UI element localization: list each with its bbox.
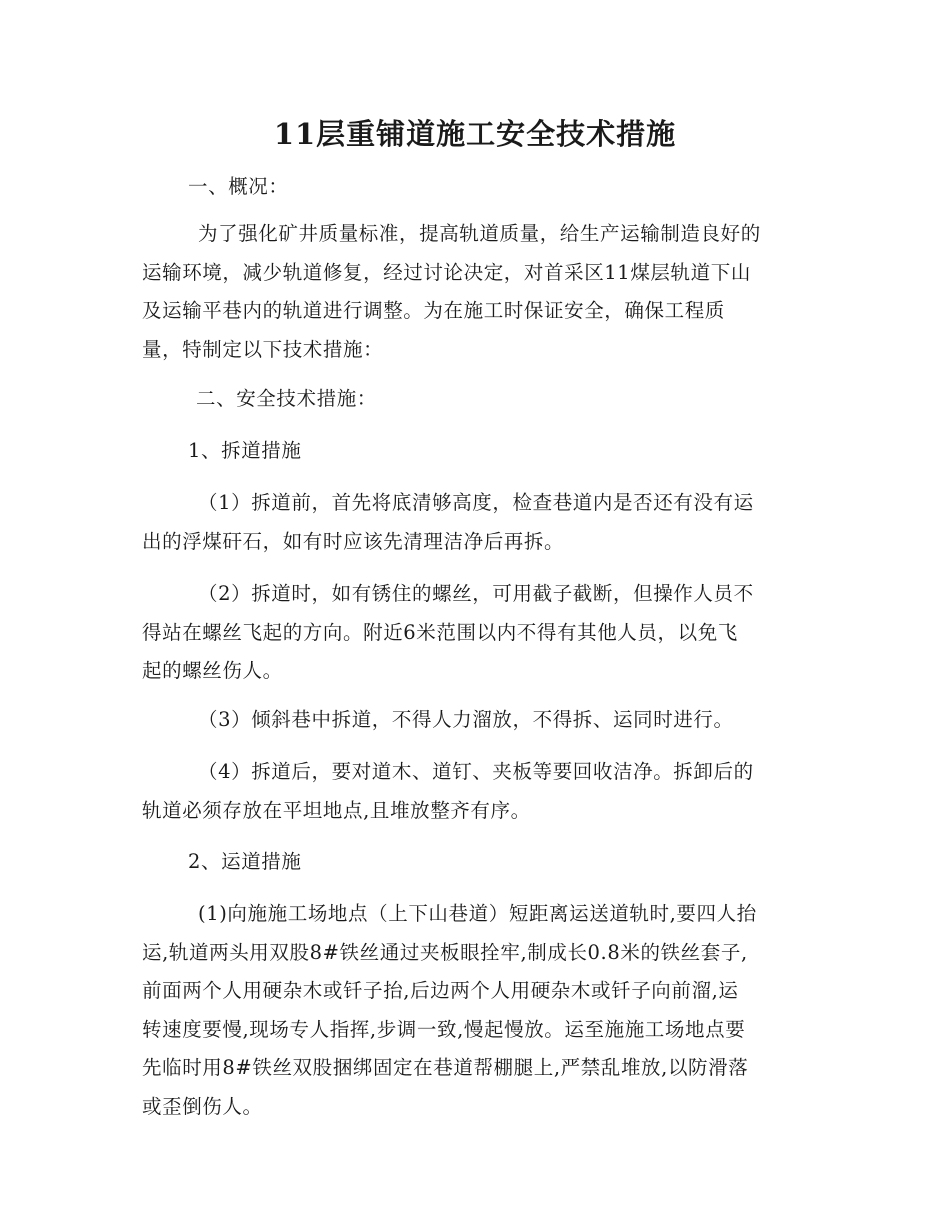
paragraph-line: 量，特制定以下技术措施： (142, 337, 384, 361)
paragraph-line: 为了强化矿井质量标准，提高轨道质量，给生产运输制造良好的 (198, 222, 761, 245)
paragraph-line: 运,轨道两头用双股8#铁丝通过夹板眼拴牢,制成长0.8米的铁丝套子, (142, 940, 748, 964)
document-title: 11层重铺道施工安全技术措施 (273, 117, 677, 151)
dismantling-item-4 (142, 753, 807, 830)
paragraph-line: （4）拆道后，要对道木、道钉、夹板等要回收洁净。拆卸后的 (198, 760, 754, 783)
paragraph-line: 及运输平巷内的轨道进行调整。为在施工时保证安全，确保工程质 (142, 299, 725, 322)
section-heading-overview: 一、概况： (188, 175, 289, 198)
subsection-heading-transport: 2、运道措施 (188, 850, 302, 873)
overview-paragraph (142, 215, 807, 369)
dismantling-item-3 (142, 701, 807, 740)
transport-item-1 (142, 895, 807, 1126)
paragraph-line: 先临时用8#铁丝双股捆绑固定在巷道帮棚腿上,严禁乱堆放,以防滑落 (142, 1056, 749, 1079)
paragraph-line: 运输环境，减少轨道修复，经过讨论决定，对首采区11煤层轨道下山 (142, 260, 751, 284)
paragraph-line: 出的浮煤矸石，如有时应该先清理洁净后再拆。 (142, 529, 565, 553)
paragraph-line: （1）拆道前，首先将底清够高度，检查巷道内是否还有没有运 (198, 491, 754, 514)
section-heading-safety-measures: 二、安全技术措施： (196, 387, 377, 410)
paragraph-line: （3）倾斜巷中拆道，不得人力溜放，不得拆、运同时进行。 (198, 708, 734, 731)
dismantling-item-1 (142, 484, 807, 561)
paragraph-line: 轨道必须存放在平坦地点,且堆放整齐有序。 (142, 798, 531, 822)
paragraph-line: 起的螺丝伤人。 (142, 659, 283, 682)
subsection-heading-dismantling: 1、拆道措施 (188, 439, 302, 462)
paragraph-line: (1)向施施工场地点（上下山巷道）短距离运送道轨时,要四人抬 (198, 902, 757, 925)
dismantling-item-2 (142, 575, 807, 691)
paragraph-line: （2）拆道时，如有锈住的螺丝，可用截子截断，但操作人员不 (198, 582, 754, 605)
paragraph-line: 转速度要慢,现场专人指挥,步调一致,慢起慢放。运至施施工场地点要 (142, 1017, 746, 1041)
paragraph-line: 或歪倒伤人。 (142, 1094, 263, 1118)
paragraph-line: 得站在螺丝飞起的方向。附近6米范围以内不得有其他人员，以免飞 (142, 620, 738, 644)
paragraph-line: 前面两个人用硬杂木或钎子抬,后边两个人用硬杂木或钎子向前溜,运 (142, 979, 739, 1002)
